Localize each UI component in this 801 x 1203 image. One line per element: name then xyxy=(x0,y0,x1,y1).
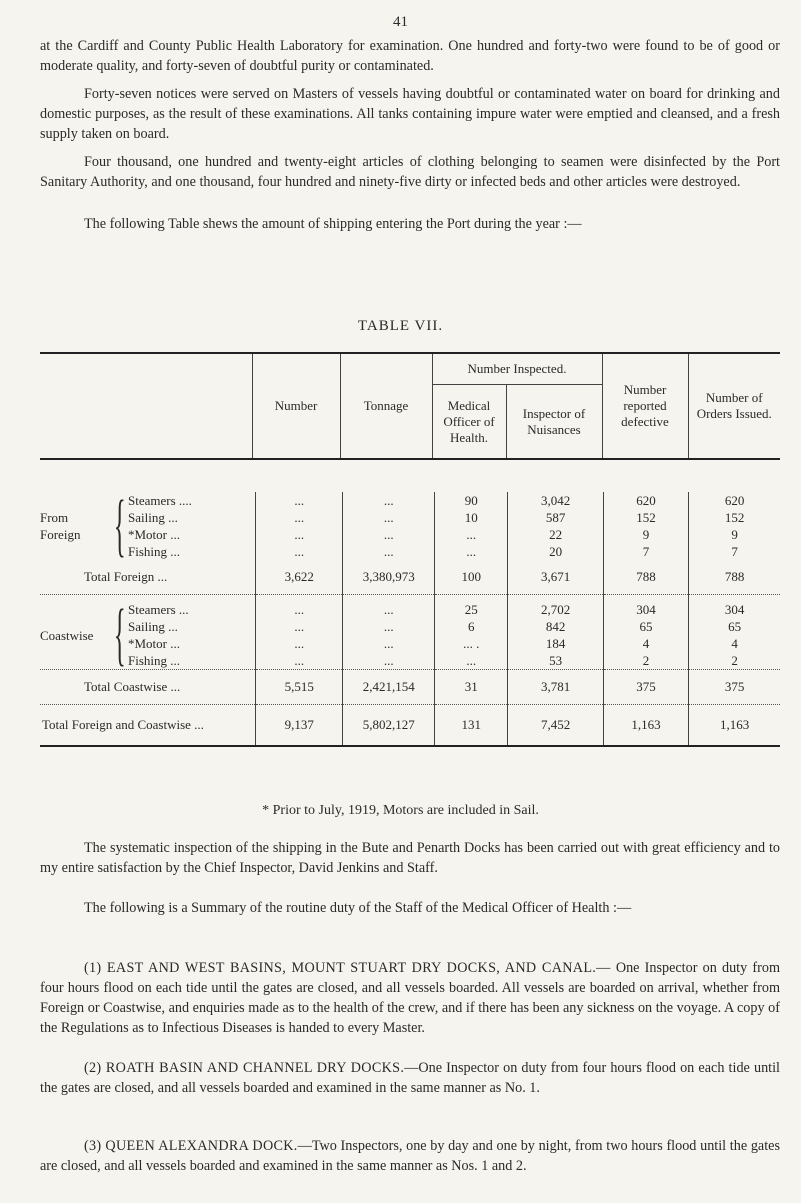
cell-medical: 6 xyxy=(435,618,508,635)
cell-number: ... xyxy=(256,635,343,652)
brace-icon: { xyxy=(113,596,126,673)
cell-inspector: 3,042 xyxy=(508,492,603,509)
item-1-heading: (1) EAST AND WEST BASINS, MOUNT STUART DRY DOCKS, AND CANAL.— xyxy=(84,960,611,976)
cell-defective: 788 xyxy=(603,560,688,595)
cell-number: ... xyxy=(256,492,343,509)
paragraph-table-intro: The following Table shews the amount of shipping entering the Port during the year :— xyxy=(84,216,582,232)
paragraph-notices: Forty-seven notices were served on Masters of vessels having doubtful or contaminated water on board for drinking and domestic purposes, as the result of these examinations. All tanks containing impure water were emptied and cleansed, and a fresh supply taken on board. xyxy=(40,86,780,142)
cell-inspector: 7,452 xyxy=(508,705,603,747)
cell-tonnage: ... xyxy=(343,618,435,635)
cell-defective: 9 xyxy=(603,526,688,543)
grand-total-label: Total Foreign and Coastwise ... xyxy=(40,705,256,747)
cell-inspector: 842 xyxy=(508,618,603,635)
cell-defective: 1,163 xyxy=(603,705,688,747)
item-3-body: —Two Inspectors, one by day and one by night, from two hours flood until the gates are closed, and all vessels boarded and examined in the same manner as Nos. 1 and 2. xyxy=(40,1138,780,1174)
cell-medical: ... xyxy=(435,526,508,543)
item-2-heading: (2) ROATH BASIN AND CHANNEL DRY DOCKS. xyxy=(84,1060,405,1076)
cell-medical: 131 xyxy=(435,705,508,747)
cell-inspector: 53 xyxy=(508,652,603,670)
cell-defective: 4 xyxy=(603,635,688,652)
cell-number: ... xyxy=(256,652,343,670)
header-reported-defective: Number reported defective xyxy=(602,353,688,459)
cell-number: 9,137 xyxy=(256,705,343,747)
cell-inspector: 20 xyxy=(508,543,603,560)
header-tonnage: Tonnage xyxy=(340,353,432,459)
shipping-table xyxy=(40,352,780,460)
cell-defective: 375 xyxy=(603,670,688,705)
cell-number: ... xyxy=(256,543,343,560)
cell-medical: 90 xyxy=(435,492,508,509)
cell-tonnage: ... xyxy=(343,543,435,560)
table-row-total-foreign xyxy=(40,560,780,595)
header-medical-officer: Medical Officer of Health. xyxy=(432,385,506,460)
header-blank xyxy=(40,353,252,459)
table-row xyxy=(40,595,780,619)
cell-orders: 620 xyxy=(689,492,780,509)
cell-orders: 375 xyxy=(689,670,780,705)
paragraph-item-2 xyxy=(40,1058,780,1098)
cell-orders: 7 xyxy=(689,543,780,560)
table-header-row-1 xyxy=(40,353,780,385)
cell-orders: 9 xyxy=(689,526,780,543)
row-label: Fishing ... xyxy=(128,653,181,668)
cell-medical: ... xyxy=(435,543,508,560)
total-foreign-label: Total Foreign ... xyxy=(84,569,168,584)
cell-tonnage: ... xyxy=(343,526,435,543)
paragraph-clothing: Four thousand, one hundred and twenty-eight articles of clothing belonging to seamen were disinfected by the Port Sanitary Authority, and one thousand, four hundred and ninety-five dirty or infected beds and other articles were destroyed. xyxy=(40,154,780,190)
item-1-body: One Inspector on duty from four hours flood on each tide until the gates are closed, and all vessels boarded. All vessels are boarded on arrival, whether from Foreign or Coastwise, and enquiries made as to the health of the crew, and if there has been any sickness on the voyage. A copy of the Regulations as to Infectious Diseases is handed to every Master. xyxy=(40,960,780,1036)
cell-inspector: 587 xyxy=(508,509,603,526)
cell-defective: 2 xyxy=(603,652,688,670)
cell-medical: ... xyxy=(435,652,508,670)
header-number-inspected: Number Inspected. xyxy=(432,353,602,385)
cell-tonnage: 2,421,154 xyxy=(343,670,435,705)
header-number: Number xyxy=(252,353,340,459)
row-label: Sailing ... xyxy=(128,619,178,634)
cell-number: ... xyxy=(256,526,343,543)
brace-icon: { xyxy=(113,487,126,564)
cell-tonnage: ... xyxy=(343,509,435,526)
cell-number: ... xyxy=(256,509,343,526)
cell-defective: 7 xyxy=(603,543,688,560)
cell-medical: 31 xyxy=(435,670,508,705)
total-coastwise-label: Total Coastwise ... xyxy=(40,670,256,705)
paragraph-item-3 xyxy=(40,1136,780,1176)
cell-orders: 2 xyxy=(689,652,780,670)
cell-tonnage: 5,802,127 xyxy=(343,705,435,747)
paragraph-summary-intro: The following is a Summary of the routine duty of the Staff of the Medical Officer of Health :— xyxy=(84,900,632,916)
table-row-grand-total xyxy=(40,705,780,747)
cell-tonnage: ... xyxy=(343,635,435,652)
cell-inspector: 22 xyxy=(508,526,603,543)
cell-inspector: 2,702 xyxy=(508,595,603,619)
cell-tonnage: ... xyxy=(343,492,435,509)
item-2-body: —One Inspector on duty from four hours flood on each tide until the gates are closed, and all vessels boarded and examined in the same manner as No. 1. xyxy=(40,1060,780,1096)
cell-defective: 152 xyxy=(603,509,688,526)
cell-orders: 1,163 xyxy=(689,705,780,747)
paragraph-item-1 xyxy=(40,958,780,1038)
cell-inspector: 3,671 xyxy=(508,560,603,595)
cell-orders: 4 xyxy=(689,635,780,652)
row-label: *Motor ... xyxy=(128,527,180,542)
group-label-foreign: From Foreign xyxy=(40,510,81,542)
page-number: 41 xyxy=(393,14,408,30)
cell-defective: 65 xyxy=(603,618,688,635)
cell-tonnage: ... xyxy=(343,595,435,619)
table-row xyxy=(40,492,780,509)
cell-defective: 620 xyxy=(603,492,688,509)
table-title: TABLE VII. xyxy=(357,318,444,334)
cell-number: ... xyxy=(256,595,343,619)
cell-orders: 788 xyxy=(689,560,780,595)
row-label: *Motor ... xyxy=(128,636,180,651)
table-row-total-coastwise xyxy=(40,670,780,705)
group-label-coastwise: Coastwise xyxy=(40,627,94,643)
cell-inspector: 184 xyxy=(508,635,603,652)
cell-tonnage: 3,380,973 xyxy=(343,560,435,595)
paragraph-inspection: The systematic inspection of the shipping in the Bute and Penarth Docks has been carried out with great efficiency and to my entire satisfaction by the Chief Inspector, David Jenkins and Staff. xyxy=(40,840,780,876)
cell-medical: 10 xyxy=(435,509,508,526)
cell-defective: 304 xyxy=(603,595,688,619)
cell-orders: 65 xyxy=(689,618,780,635)
paragraph-laboratory: at the Cardiff and County Public Health Laboratory for examination. One hundred and forty-two were found to be of good or moderate quality, and forty-seven of doubtful purity or contaminated. xyxy=(40,38,780,74)
row-label: Sailing ... xyxy=(128,510,178,525)
cell-number: 5,515 xyxy=(256,670,343,705)
header-inspector: Inspector of Nuisances xyxy=(506,385,602,460)
cell-medical: 25 xyxy=(435,595,508,619)
cell-medical: ... . xyxy=(435,635,508,652)
cell-orders: 152 xyxy=(689,509,780,526)
row-label: Fishing ... xyxy=(128,544,181,559)
row-label: Steamers ... xyxy=(128,602,189,617)
header-orders-issued: Number of Orders Issued. xyxy=(688,353,780,459)
shipping-table-body xyxy=(40,487,780,747)
cell-orders: 304 xyxy=(689,595,780,619)
table-footnote: * Prior to July, 1919, Motors are included in Sail. xyxy=(262,803,539,818)
cell-number: ... xyxy=(256,618,343,635)
cell-tonnage: ... xyxy=(343,652,435,670)
cell-number: 3,622 xyxy=(256,560,343,595)
cell-medical: 100 xyxy=(435,560,508,595)
cell-inspector: 3,781 xyxy=(508,670,603,705)
row-label: Steamers .... xyxy=(128,493,192,508)
item-3-heading: (3) QUEEN ALEXANDRA DOCK. xyxy=(84,1138,298,1154)
